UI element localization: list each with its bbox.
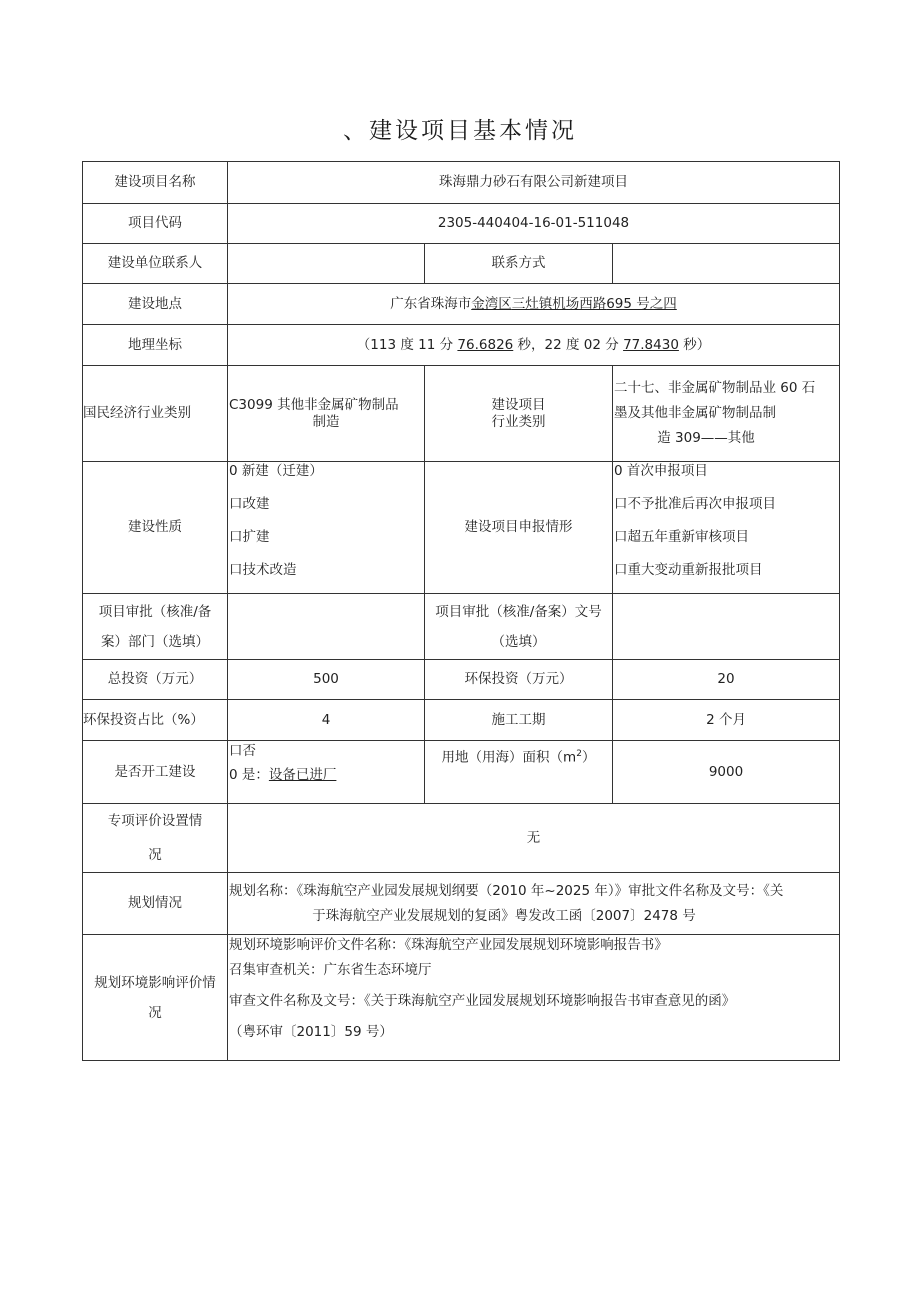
special-value: 无: [228, 804, 840, 873]
coord-mid: 秒，22 度 02 分: [513, 336, 624, 353]
nature-option-rebuild[interactable]: 口改建: [229, 496, 270, 512]
plan-eia-label: [83, 935, 228, 1061]
industry-category-value: [613, 366, 840, 462]
project-code-value: 2305-440404-16-01-511048: [228, 204, 840, 244]
special-label-line1: 专项评价设置情: [107, 813, 203, 829]
nature-option-tech[interactable]: 口技术改造: [229, 562, 297, 578]
planning-line1: 规划名称：《珠海航空产业园发展规划纲要（2010 年~2025 年）》审批文件名称及文号：《关: [229, 882, 784, 899]
industry-cat-line1: 二十七、非金属矿物制品业 60 石: [614, 380, 816, 396]
area-label-text: 用地（用海）面积（m: [441, 749, 577, 766]
row-plan-eia: [83, 935, 840, 1061]
declare-label: 建设项目申报情形: [425, 462, 613, 594]
row-started: [83, 741, 840, 804]
row-special: [83, 804, 840, 873]
ratio-label: 环保投资占比（%）: [83, 700, 228, 741]
special-label: [83, 804, 228, 873]
row-contact: [83, 244, 840, 284]
plan-eia-line3: 审查文件名称及文号：《关于珠海航空产业园发展规划环境影响报告书审查意见的函》: [229, 993, 736, 1009]
location-number: 695 号之四: [606, 295, 677, 312]
project-name-value: 珠海鼎力砂石有限公司新建项目: [228, 162, 840, 204]
started-options: [228, 741, 425, 804]
location-label: 建设地点: [83, 284, 228, 325]
row-coordinates: [83, 325, 840, 366]
coordinates-value: [228, 325, 840, 366]
approval-doc-value: [613, 594, 840, 660]
approval-label-line2: 案）部门（选填）: [101, 633, 209, 650]
industry-mid-label: [425, 366, 613, 462]
approval-doc-label-line1: 项目审批（核准/备案）文号: [435, 603, 602, 620]
special-label-line2: 况: [148, 847, 162, 863]
plan-eia-line1: 规划环境影响评价文件名称：《珠海航空产业园发展规划环境影响报告书》: [229, 937, 668, 953]
started-option-no[interactable]: 口否: [229, 743, 256, 759]
planning-label: 规划情况: [83, 873, 228, 935]
planning-value: [228, 873, 840, 935]
started-option-yes[interactable]: [228, 761, 424, 790]
industry-value-line2: 制造: [312, 413, 340, 430]
investment-label: 总投资（万元）: [83, 660, 228, 700]
location-road: 三灶镇机场西路: [511, 295, 607, 312]
plan-eia-value: [228, 935, 840, 1061]
started-yes-prefix: 0 是：: [229, 767, 269, 783]
coord-close: 秒）: [678, 336, 711, 353]
nature-options: [228, 462, 425, 594]
row-nature: [83, 462, 840, 594]
declare-option-major-change[interactable]: 口重大变动重新报批项目: [614, 562, 763, 578]
nature-option-expand[interactable]: 口扩建: [229, 529, 270, 545]
area-label-end: ）: [581, 749, 596, 766]
page-title: 、建设项目基本情况: [343, 118, 577, 144]
row-project-name: [83, 162, 840, 204]
approval-doc-label: [425, 594, 613, 660]
area-label: [425, 741, 613, 804]
location-district: 金湾区: [471, 295, 512, 312]
row-location: [83, 284, 840, 325]
declare-option-resubmit[interactable]: 口不予批准后再次申报项目: [614, 496, 776, 512]
industry-mid-label-line1: 建设项目: [491, 396, 546, 413]
location-prefix: 广东省珠海市: [390, 295, 472, 312]
contact-method-value: [613, 244, 840, 284]
contact-method-label: 联系方式: [425, 244, 613, 284]
row-ratio: [83, 700, 840, 741]
declare-options: [613, 462, 840, 594]
started-yes-detail: 设备已进厂: [268, 767, 337, 783]
coordinates-label: 地理坐标: [83, 325, 228, 366]
env-investment-label: 环保投资（万元）: [425, 660, 613, 700]
coord-lon-seconds: 76.6826: [457, 336, 514, 353]
approval-label-line1: 项目审批（核准/备: [98, 603, 212, 620]
industry-value: [228, 366, 425, 462]
project-name-label: 建设项目名称: [83, 162, 228, 204]
approval-label: [83, 594, 228, 660]
row-approval: [83, 594, 840, 660]
contact-value: [228, 244, 425, 284]
period-label: 施工工期: [425, 700, 613, 741]
started-label: 是否开工建设: [83, 741, 228, 804]
declare-option-first[interactable]: 0 首次申报项目: [614, 463, 708, 479]
plan-eia-line4: （粤环审〔2011〕59 号）: [229, 1024, 393, 1040]
industry-cat-line3: 造 309——其他: [657, 430, 755, 446]
industry-label: 国民经济行业类别: [83, 366, 228, 462]
env-investment-value: 20: [613, 660, 840, 700]
location-value: [228, 284, 840, 325]
row-investment: [83, 660, 840, 700]
nature-option-new[interactable]: 0 新建（迁建）: [229, 463, 323, 479]
industry-mid-label-line2: 行业类别: [491, 413, 546, 430]
area-value: 9000: [613, 741, 840, 804]
approval-doc-label-line2: （选填）: [491, 633, 546, 650]
row-industry: [83, 366, 840, 462]
plan-eia-label-line1: 规划环境影响评价情: [94, 974, 216, 991]
coord-lat-seconds: 77.8430: [623, 336, 679, 353]
plan-eia-line2: 召集审查机关：广东省生态环境厅: [229, 962, 432, 978]
industry-value-line1: C3099 其他非金属矿物制品: [229, 396, 399, 413]
investment-value: 500: [228, 660, 425, 700]
area-label-sup: 2: [576, 749, 582, 759]
contact-label: 建设单位联系人: [83, 244, 228, 284]
plan-eia-label-line2: 况: [148, 1004, 162, 1021]
nature-label: 建设性质: [83, 462, 228, 594]
period-value: 2 个月: [613, 700, 840, 741]
row-project-code: [83, 204, 840, 244]
approval-dept-value: [228, 594, 425, 660]
row-planning: [83, 873, 840, 935]
project-info-table: [82, 161, 840, 1061]
planning-line2: 于珠海航空产业发展规划的复函》粤发改工函〔2007〕2478 号: [312, 907, 696, 924]
industry-cat-line2: 墨及其他非金属矿物制品制: [614, 405, 776, 421]
project-code-label: 项目代码: [83, 204, 228, 244]
declare-option-five-years[interactable]: 口超五年重新审核项目: [614, 529, 749, 545]
ratio-value: 4: [228, 700, 425, 741]
coord-open: （113 度 11 分: [356, 336, 458, 353]
